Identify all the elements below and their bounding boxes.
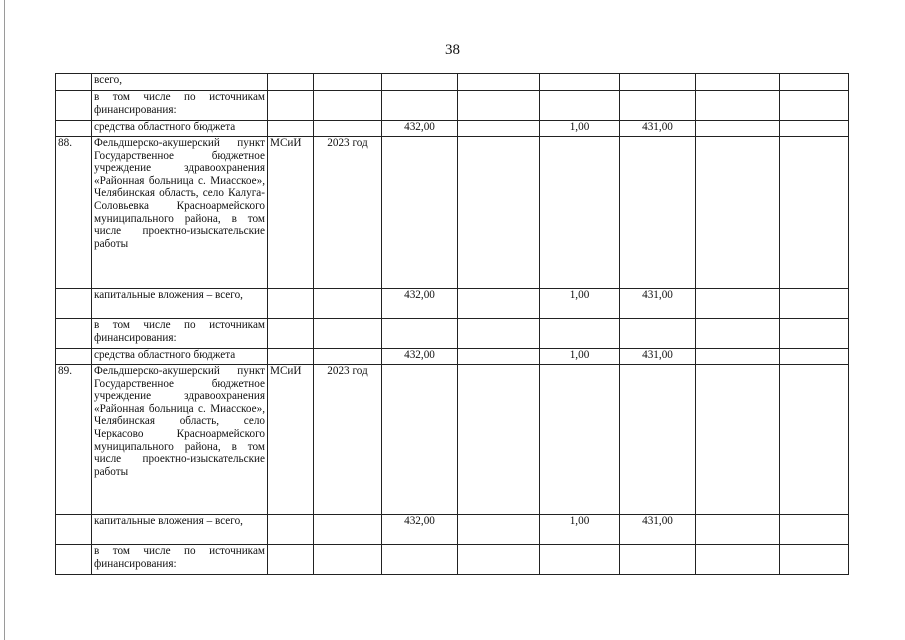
row-col7: 1,00 <box>540 515 620 545</box>
row-executor <box>268 515 314 545</box>
row-description: всего, <box>92 74 268 91</box>
table-row <box>56 91 849 121</box>
row-executor <box>268 349 314 365</box>
row-col10 <box>780 319 849 349</box>
row-col10 <box>780 91 849 121</box>
row-col8: 431,00 <box>620 515 696 545</box>
row-total: 432,00 <box>382 289 458 319</box>
row-description: средства областного бюджета <box>92 121 268 137</box>
row-executor <box>268 74 314 91</box>
row-col8 <box>620 74 696 91</box>
row-total <box>382 91 458 121</box>
row-col8 <box>620 545 696 575</box>
row-total <box>382 319 458 349</box>
row-col10 <box>780 74 849 91</box>
row-description: средства областного бюджета <box>92 349 268 365</box>
row-description: в том числе по источникам финансирования: <box>92 91 268 121</box>
row-total <box>382 365 458 515</box>
budget-table <box>55 73 849 575</box>
page-number: 38 <box>445 42 460 58</box>
row-number <box>56 121 92 137</box>
table-row <box>56 137 849 289</box>
row-number <box>56 545 92 575</box>
row-description: Фельдшерско-акушерский пункт Государственное бюджетное учреждение здравоохранения «Районная больница с. Миасское», Челябинская область, село Калуга-Соловьевка Красноармейского муниципального района, в том числе проектно-изыскательские работы <box>92 137 268 289</box>
row-year <box>314 74 382 91</box>
row-year <box>314 515 382 545</box>
row-col6 <box>458 91 540 121</box>
row-col10 <box>780 515 849 545</box>
row-number <box>56 515 92 545</box>
row-year <box>314 289 382 319</box>
row-total <box>382 74 458 91</box>
page-edge-line <box>4 0 5 640</box>
row-col6 <box>458 545 540 575</box>
row-col10 <box>780 349 849 365</box>
row-col9 <box>696 137 780 289</box>
table-row <box>56 515 849 545</box>
table-row <box>56 545 849 575</box>
table-row <box>56 289 849 319</box>
row-col7: 1,00 <box>540 289 620 319</box>
row-year <box>314 91 382 121</box>
row-number <box>56 349 92 365</box>
row-col7 <box>540 319 620 349</box>
row-year <box>314 349 382 365</box>
row-col6 <box>458 74 540 91</box>
row-number <box>56 319 92 349</box>
row-executor <box>268 545 314 575</box>
row-number: 88. <box>56 137 92 289</box>
row-col7 <box>540 137 620 289</box>
table-row <box>56 319 849 349</box>
row-col8 <box>620 319 696 349</box>
row-total <box>382 545 458 575</box>
row-col8 <box>620 137 696 289</box>
row-col9 <box>696 349 780 365</box>
row-col9 <box>696 319 780 349</box>
row-col9 <box>696 289 780 319</box>
row-col10 <box>780 289 849 319</box>
row-col6 <box>458 349 540 365</box>
row-executor <box>268 319 314 349</box>
row-col7: 1,00 <box>540 121 620 137</box>
row-number <box>56 91 92 121</box>
row-col7 <box>540 365 620 515</box>
row-col9 <box>696 121 780 137</box>
row-year: 2023 год <box>314 137 382 289</box>
row-col6 <box>458 319 540 349</box>
row-col6 <box>458 121 540 137</box>
row-col8: 431,00 <box>620 349 696 365</box>
row-col7 <box>540 545 620 575</box>
row-description: капитальные вложения – всего, <box>92 515 268 545</box>
row-description: Фельдшерско-акушерский пункт Государственное бюджетное учреждение здравоохранения «Районная больница с. Миасское», Челябинская область, село Черкасово Красноармейского муниципального района, в том числе проектно-изыскательские работы <box>92 365 268 515</box>
row-col9 <box>696 91 780 121</box>
row-col6 <box>458 515 540 545</box>
row-col10 <box>780 137 849 289</box>
row-col7 <box>540 74 620 91</box>
row-col10 <box>780 545 849 575</box>
row-executor: МСиИ <box>268 365 314 515</box>
row-col10 <box>780 121 849 137</box>
row-col9 <box>696 74 780 91</box>
row-col9 <box>696 365 780 515</box>
table-row <box>56 365 849 515</box>
row-col8 <box>620 365 696 515</box>
row-col7 <box>540 91 620 121</box>
table-row <box>56 349 849 365</box>
row-col10 <box>780 365 849 515</box>
row-year <box>314 121 382 137</box>
row-col6 <box>458 137 540 289</box>
row-col6 <box>458 289 540 319</box>
row-col8 <box>620 91 696 121</box>
row-year <box>314 545 382 575</box>
row-description: в том числе по источникам финансирования: <box>92 319 268 349</box>
row-description: в том числе по источникам финансирования: <box>92 545 268 575</box>
row-executor: МСиИ <box>268 137 314 289</box>
row-col8: 431,00 <box>620 289 696 319</box>
row-col9 <box>696 515 780 545</box>
row-number: 89. <box>56 365 92 515</box>
row-description: капитальные вложения – всего, <box>92 289 268 319</box>
table-row <box>56 74 849 91</box>
row-year: 2023 год <box>314 365 382 515</box>
row-number <box>56 289 92 319</box>
row-executor <box>268 91 314 121</box>
row-executor <box>268 121 314 137</box>
table-row <box>56 121 849 137</box>
row-col6 <box>458 365 540 515</box>
row-col8: 431,00 <box>620 121 696 137</box>
row-col9 <box>696 545 780 575</box>
row-total: 432,00 <box>382 515 458 545</box>
row-total <box>382 137 458 289</box>
row-year <box>314 319 382 349</box>
row-col7: 1,00 <box>540 349 620 365</box>
row-number <box>56 74 92 91</box>
row-total: 432,00 <box>382 349 458 365</box>
row-total: 432,00 <box>382 121 458 137</box>
row-executor <box>268 289 314 319</box>
